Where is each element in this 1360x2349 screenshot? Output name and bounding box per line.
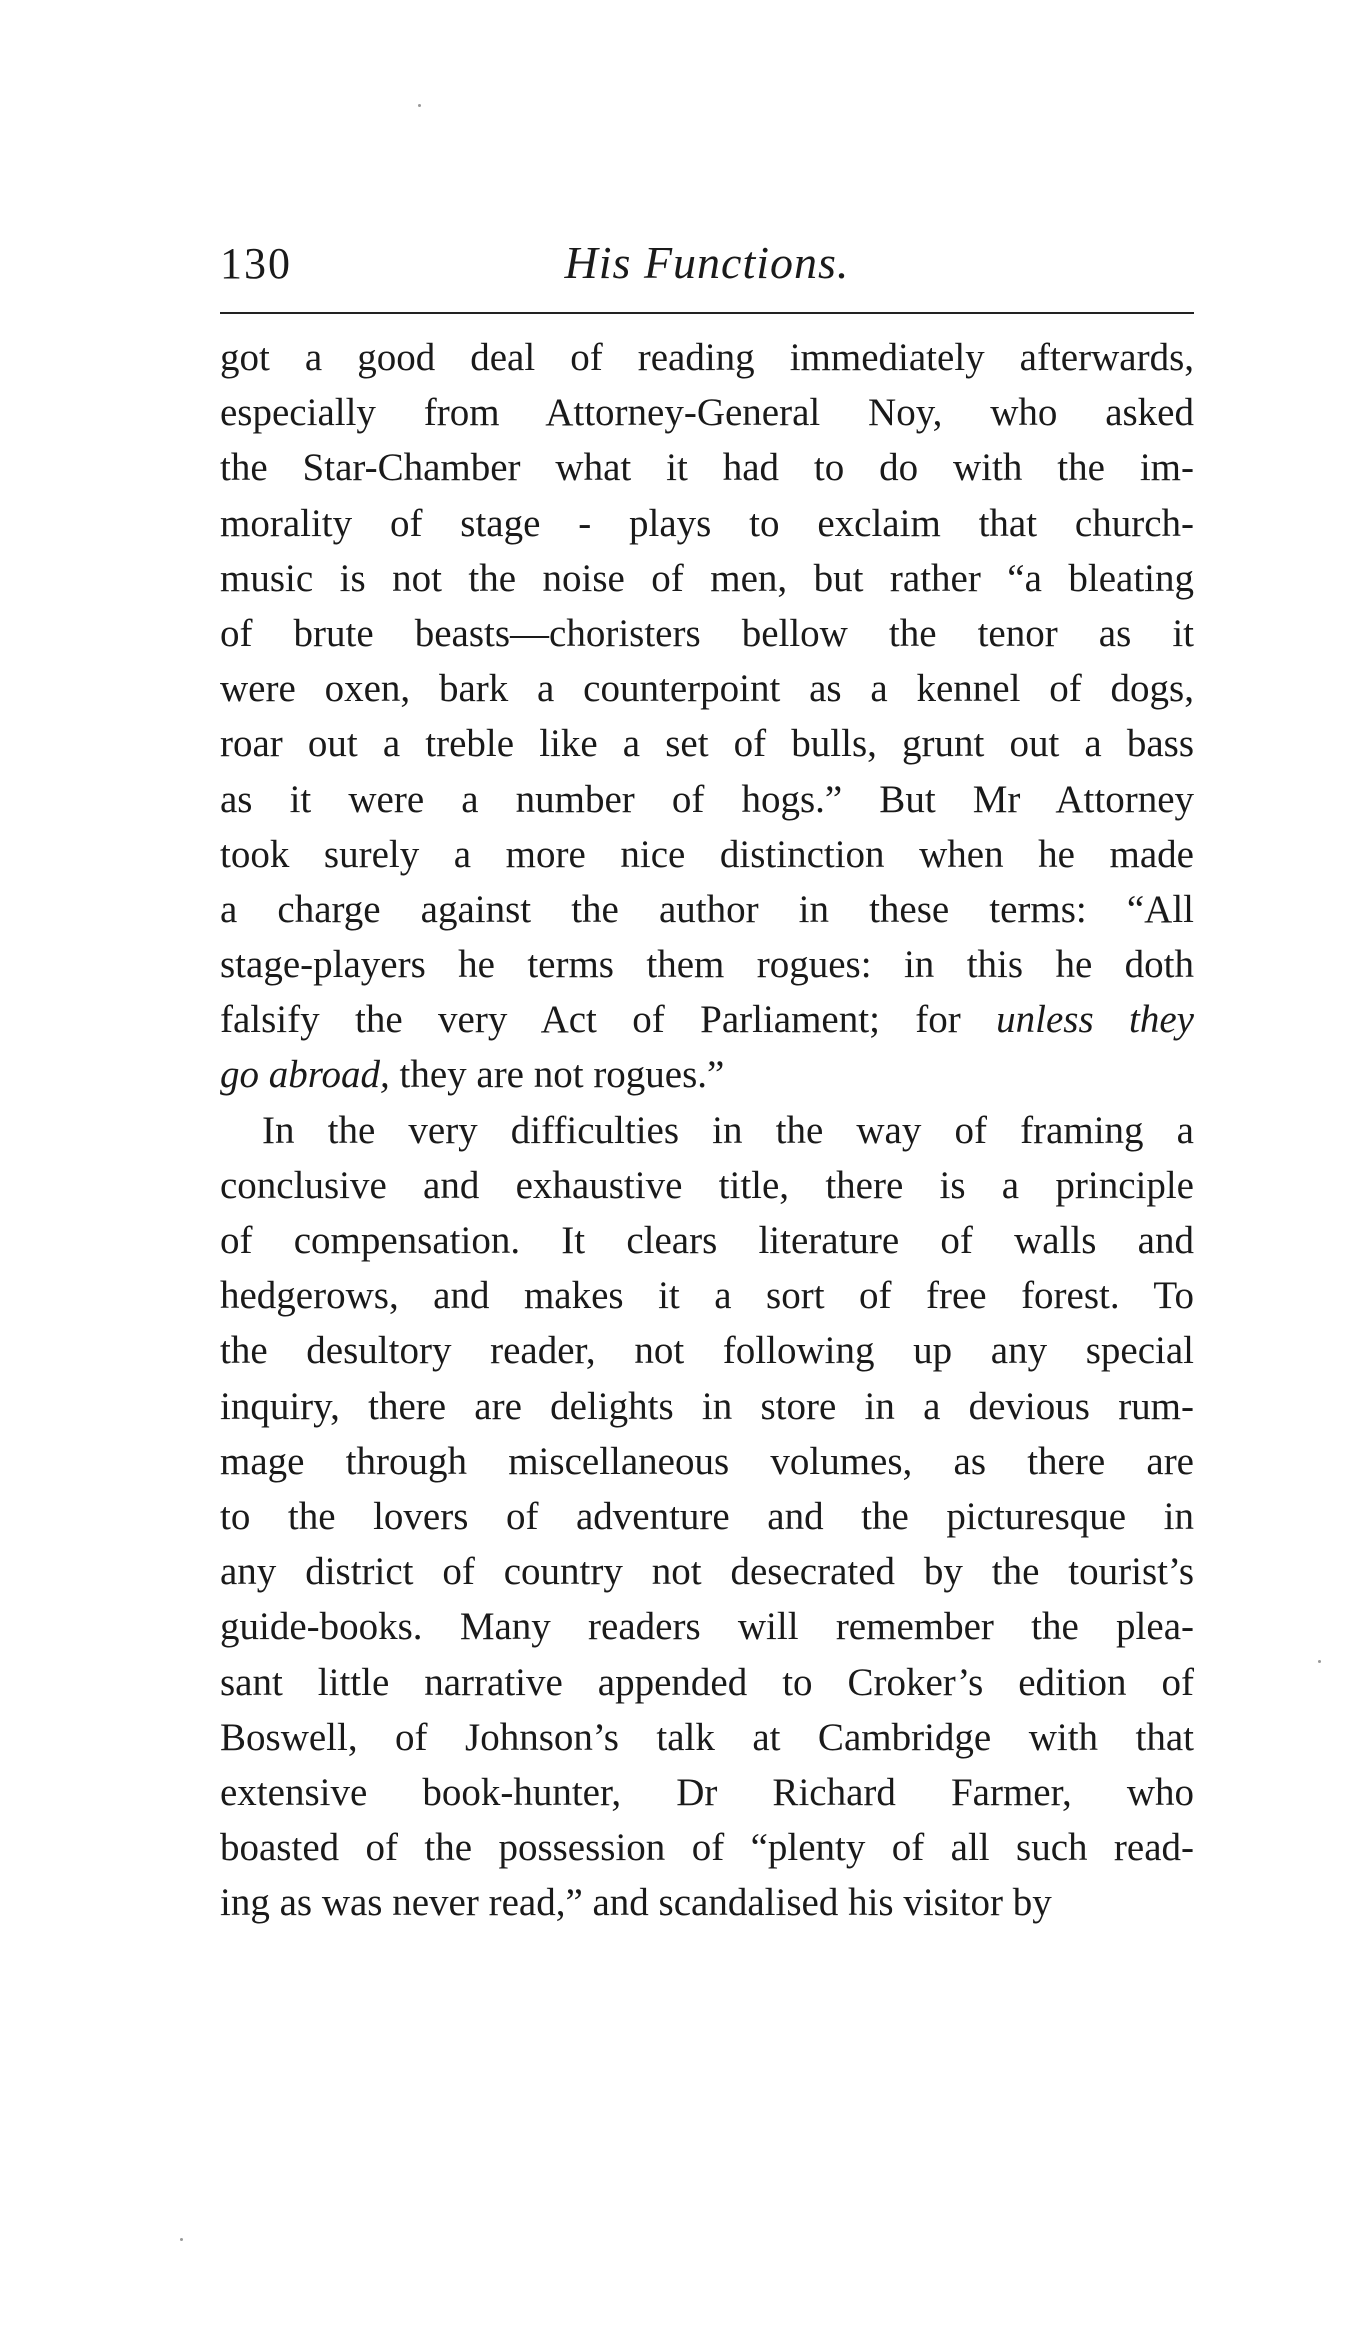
text-segment: they are not rogues.” (389, 1053, 725, 1097)
text-line (220, 1599, 1194, 1654)
text-line (220, 440, 1194, 495)
text-line (220, 661, 1194, 716)
body-text (220, 330, 1194, 1930)
text-line (220, 1379, 1194, 1434)
text-segment: In the very difficulties in the way of framing a (262, 1108, 1194, 1152)
text-line (220, 1158, 1194, 1213)
text-segment: of brute beasts—choristers bellow the tenor as it (220, 611, 1194, 655)
text-line (220, 330, 1194, 385)
text-segment: as it were a number of hogs.” But Mr Attorney (220, 777, 1194, 821)
text-line (220, 1323, 1194, 1378)
text-line (220, 1710, 1194, 1765)
text-line (220, 882, 1194, 937)
text-segment: conclusive and exhaustive title, there is a principle (220, 1163, 1194, 1207)
text-segment: boasted of the possession of “plenty of all such read- (220, 1826, 1194, 1870)
text-line (220, 1875, 1194, 1930)
text-line (220, 551, 1194, 606)
text-line (220, 1544, 1194, 1599)
text-segment: Boswell, of Johnson’s talk at Cambridge with that (220, 1715, 1194, 1759)
text-segment: inquiry, there are delights in store in a devious rum- (220, 1384, 1194, 1428)
text-line (220, 1434, 1194, 1489)
text-line (220, 716, 1194, 771)
text-segment: extensive book-hunter, Dr Richard Farmer, who (220, 1770, 1194, 1814)
text-segment: of compensation. It clears literature of walls and (220, 1219, 1194, 1262)
text-line (220, 1765, 1194, 1820)
text-segment: music is not the noise of men, but rather “a bleating (220, 556, 1194, 600)
text-segment: falsify the very Act of Parliament; for (220, 998, 997, 1042)
text-segment: to the lovers of adventure and the picturesque in (220, 1494, 1194, 1538)
italic-text: unless they (996, 998, 1194, 1042)
text-segment: sant little narrative appended to Croker’s edition of (220, 1660, 1194, 1704)
text-line (220, 1213, 1194, 1268)
paragraph (220, 330, 1194, 1103)
text-line (220, 772, 1194, 827)
text-segment: got a good deal of reading immediately afterwards, (220, 336, 1194, 379)
text-segment: especially from Attorney-General Noy, who asked (220, 391, 1194, 435)
text-segment: the Star-Chamber what it had to do with the im- (220, 446, 1194, 490)
header-rule (220, 312, 1194, 314)
text-segment: stage-players he terms them rogues: in this he doth (220, 943, 1194, 987)
italic-text: go abroad, (220, 1053, 390, 1097)
running-title: His Functions. (564, 237, 850, 288)
text-segment: took surely a more nice distinction when he made (220, 832, 1194, 876)
text-line (220, 385, 1194, 440)
text-line (220, 937, 1194, 992)
text-segment: roar out a treble like a set of bulls, grunt out a bass (220, 722, 1194, 766)
text-line (220, 1047, 1194, 1102)
text-segment: any district of country not desecrated by the tourist’s (220, 1550, 1194, 1594)
paper-speck (418, 104, 421, 107)
text-segment: a charge against the author in these terms: “All (220, 887, 1194, 931)
text-line (220, 496, 1194, 551)
text-line (220, 992, 1194, 1047)
text-line (220, 827, 1194, 882)
paragraph (220, 1103, 1194, 1931)
text-segment: the desultory reader, not following up any special (220, 1329, 1194, 1373)
text-segment: hedgerows, and makes it a sort of free forest. To (220, 1274, 1194, 1318)
text-line (220, 1489, 1194, 1544)
text-segment: morality of stage - plays to exclaim that church- (220, 501, 1194, 545)
text-line (220, 1820, 1194, 1875)
text-segment: guide-books. Many readers will remember the plea- (220, 1605, 1194, 1649)
text-line (220, 606, 1194, 661)
text-line (220, 1103, 1194, 1158)
running-head (220, 232, 1194, 302)
text-segment: were oxen, bark a counterpoint as a kennel of dogs, (220, 667, 1194, 711)
paper-speck (180, 2238, 183, 2241)
text-segment: ing as was never read,” and scandalised his visitor by (220, 1881, 1052, 1925)
text-line (220, 1655, 1194, 1710)
page-number: 130 (220, 239, 292, 288)
paper-speck (1318, 1660, 1321, 1663)
text-line (220, 1268, 1194, 1323)
text-segment: mage through miscellaneous volumes, as there are (220, 1439, 1194, 1483)
